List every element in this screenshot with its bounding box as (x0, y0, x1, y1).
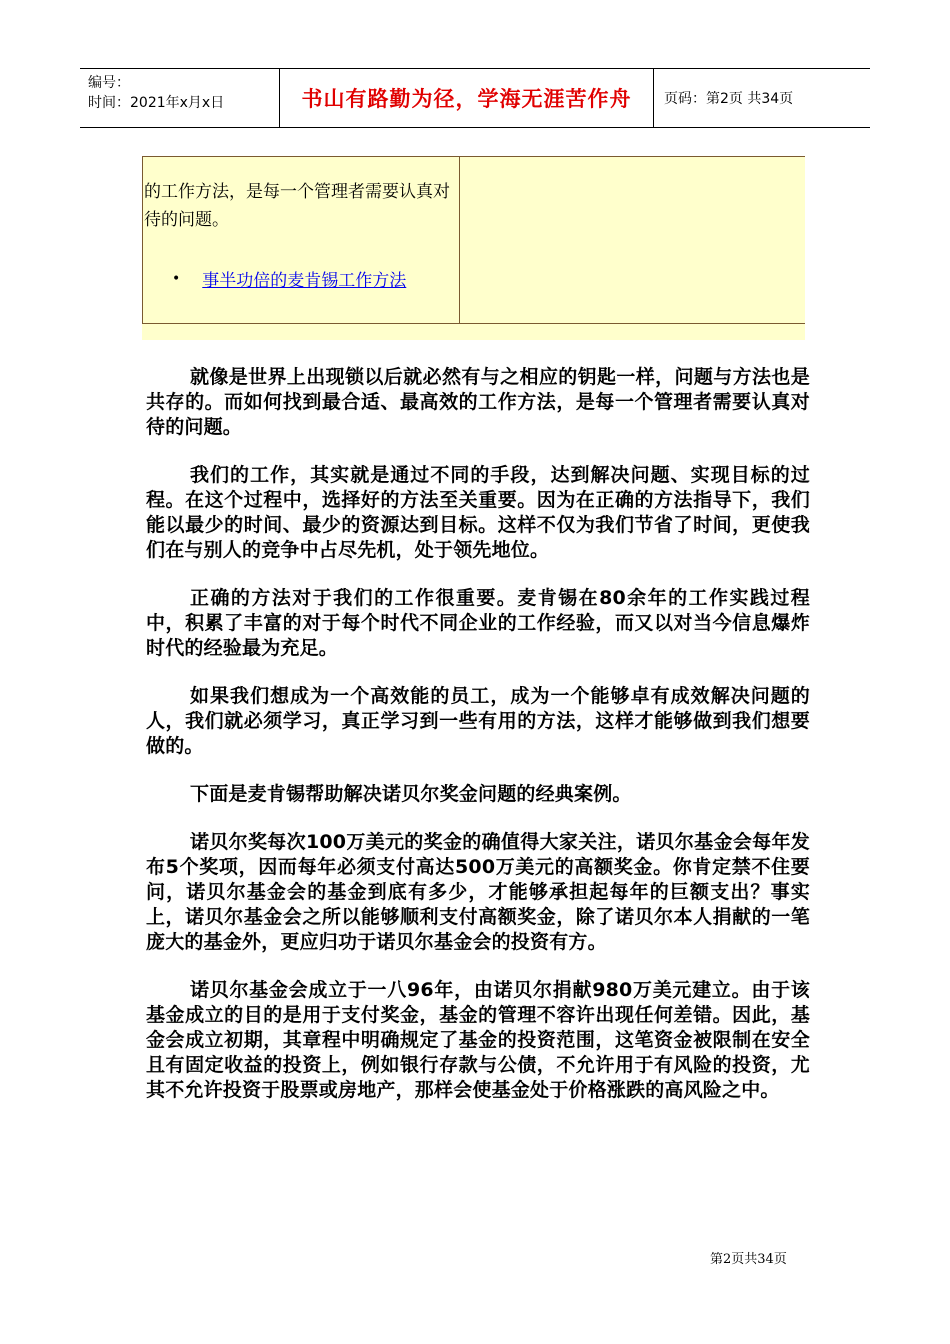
related-article-box (142, 156, 805, 340)
body-paragraph: 我们的工作，其实就是通过不同的手段，达到解决问题、实现目标的过程。在这个过程中，选择好的方法至关重要。因为在正确的方法指导下，我们能以最少的时间、最少的资源达到目标。这样不仅为我们节省了时间，更使我们在与别人的竞争中占尽先机，处于领先地位。 (146, 464, 810, 561)
body-paragraph: 下面是麦肯锡帮助解决诺贝尔奖金问题的经典案例。 (190, 783, 632, 805)
bullet-icon: • (172, 270, 181, 287)
related-article-link[interactable]: 事半功倍的麦肯锡工作方法 (202, 271, 407, 291)
body-paragraph: 就像是世界上出现锁以后就必然有与之相应的钥匙一样，问题与方法也是共存的。而如何找到最合适、最高效的工作方法，是每一个管理者需要认真对待的问题。 (146, 366, 810, 438)
header-page-info: 页码：第2页 共34页 (664, 91, 794, 107)
article-body (146, 365, 810, 1126)
header-meta-cell (80, 69, 280, 127)
body-paragraph: 正确的方法对于我们的工作很重要。麦肯锡在80余年的工作实践过程中，积累了丰富的对于每个时代不同企业的工作经验，而又以对当今信息爆炸时代的经验最为充足。 (146, 587, 810, 659)
related-article-right-column (460, 156, 805, 324)
related-article-list-item (172, 266, 406, 291)
page-header (80, 68, 870, 128)
body-paragraph: 诺贝尔基金会成立于一八96年，由诺贝尔捐献980万美元建立。由于该基金成立的目的是用于支付奖金，基金的管理不容许出现任何差错。因此，基金会成立初期，其章程中明确规定了基金的投资范围，这笔资金被限制在安全且有固定收益的投资上，例如银行存款与公债，不允许用于有风险的投资，尤其不允许投资于股票或房地产，那样会使基金处于价格涨跌的高风险之中。 (146, 979, 810, 1101)
related-article-intro: 的工作方法，是每一个管理者需要认真对待的问题。 (144, 182, 450, 230)
header-motto: 书山有路勤为径，学海无涯苦作舟 (280, 69, 654, 127)
body-paragraph: 诺贝尔奖每次100万美元的奖金的确值得大家关注，诺贝尔基金会每年发布5个奖项，因而每年必须支付高达500万美元的高额奖金。你肯定禁不住要问，诺贝尔基金会的基金到底有多少，才能够承担起每年的巨额支出？事实上，诺贝尔基金会之所以能够顺利支付高额奖金，除了诺贝尔本人捐献的一笔庞大的基金外，更应归功于诺贝尔基金会的投资有方。 (146, 831, 810, 953)
document-number-label: 编号： (88, 75, 130, 91)
page-footer-number: 第2页共34页 (710, 1252, 787, 1267)
document-date-label: 时间：2021年x月x日 (88, 95, 225, 111)
body-paragraph: 如果我们想成为一个高效能的员工，成为一个能够卓有成效解决问题的人，我们就必须学习，真正学习到一些有用的方法，这样才能够做到我们想要做的。 (146, 685, 810, 757)
